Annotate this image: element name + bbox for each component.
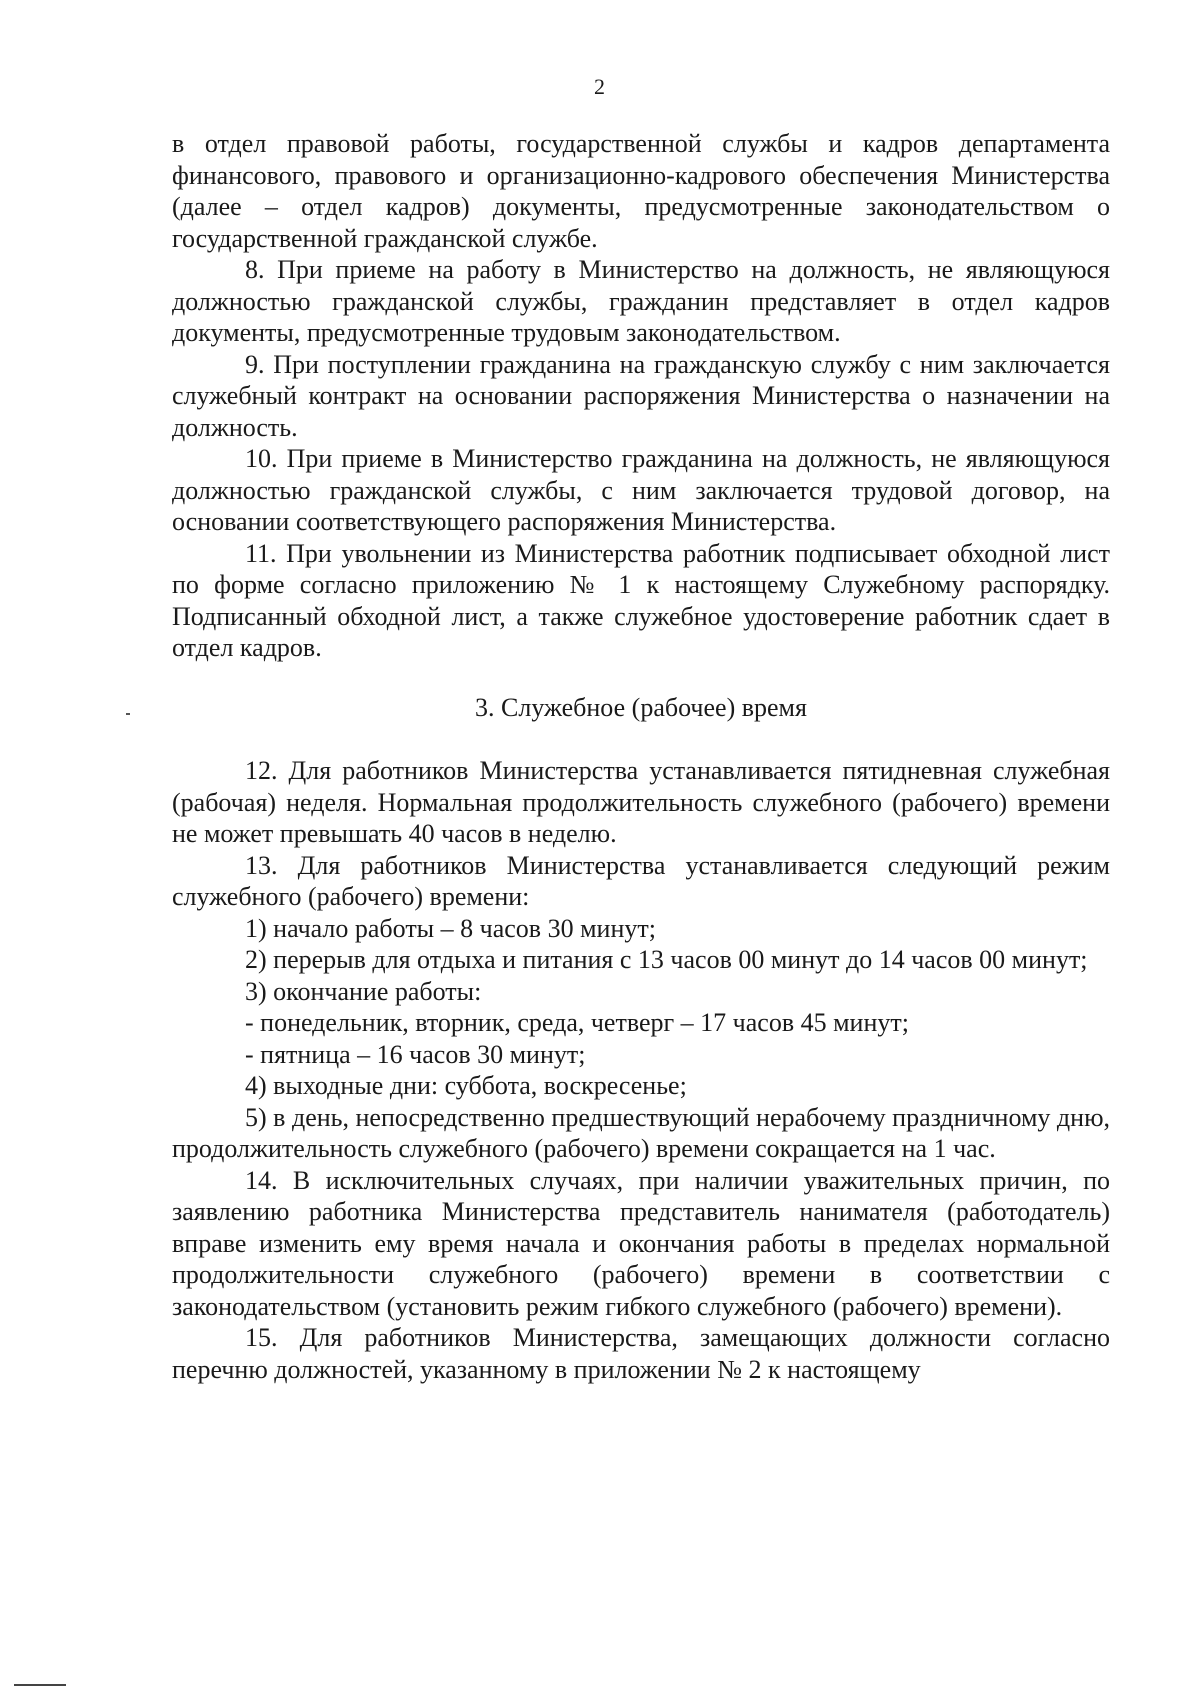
paragraph-14: 14. В исключительных случаях, при наличии уважительных причин, по заявлению работника Министерства представитель нанимателя (работодатель) вправе изменить ему время начала и окончания работы в пределах нормальной продолжительности служебного (рабочего) времени в соответствии с законодательством (установить режим гибкого служебного (рабочего) времени).	[172, 1165, 1110, 1321]
scan-artifact-line	[14, 1684, 66, 1686]
page-number: 2	[594, 74, 606, 99]
paragraph-continuation: в отдел правовой работы, государственной службы и кадров департамента финансового, правового и организационно-кадрового обеспечения Министерства (далее – отдел кадров) документы, предусмотренные законодательством о государственной гражданской службе.	[172, 129, 1110, 253]
list-item-5: 5) в день, непосредственно предшествующий нерабочему праздничному дню, продолжительность служебного (рабочего) времени сокращается на 1 час.	[172, 1102, 1110, 1163]
list-item-4: 4) выходные дни: суббота, воскресенье;	[245, 1071, 687, 1100]
section-heading: 3. Служебное (рабочее) время	[475, 692, 807, 722]
paragraph-15: 15. Для работников Министерства, замещающих должности согласно перечню должностей, указанному в приложении № 2 к настоящему	[172, 1323, 1110, 1384]
list-subitem-weekdays: - понедельник, вторник, среда, четверг – 17 часов 45 минут;	[245, 1008, 909, 1037]
list-item-1: 1) начало работы – 8 часов 30 минут;	[245, 913, 656, 943]
paragraph-13: 13. Для работников Министерства устанавливается следующий режим служебного (рабочего) времени:	[172, 850, 1110, 911]
list-item-3: 3) окончание работы:	[245, 976, 482, 1006]
document-body	[172, 128, 1110, 1385]
list-item-2: 2) перерыв для отдыха и питания с 13 часов 00 минут до 14 часов 00 минут;	[245, 945, 1088, 974]
paragraph-8: 8. При приеме на работу в Министерство на должность, не являющуюся должностью гражданской службы, гражданин представляет в отдел кадров документы, предусмотренные трудовым законодательством.	[172, 255, 1110, 347]
list-subitem-friday: - пятница – 16 часов 30 минут;	[245, 1039, 586, 1069]
paragraph-10: 10. При приеме в Министерство гражданина на должность, не являющуюся должностью гражданской службы, с ним заключается трудовой договор, на основании соответствующего распоряжения Министерства.	[172, 444, 1110, 536]
paragraph-12: 12. Для работников Министерства устанавливается пятидневная служебная (рабочая) неделя. Нормальная продолжительность служебного (рабочего) времени не может превышать 40 часов в неделю.	[172, 756, 1110, 848]
scan-artifact-dot	[126, 713, 130, 715]
paragraph-9: 9. При поступлении гражданина на гражданскую службу с ним заключается служебный контракт на основании распоряжения Министерства о назначении на должность.	[172, 349, 1110, 442]
paragraph-11: 11. При увольнении из Министерства работник подписывает обходной лист по форме согласно приложению № 1 к настоящему Служебному распорядку. Подписанный обходной лист, а также служебное удостоверение работник сдает в отдел кадров.	[172, 538, 1110, 662]
